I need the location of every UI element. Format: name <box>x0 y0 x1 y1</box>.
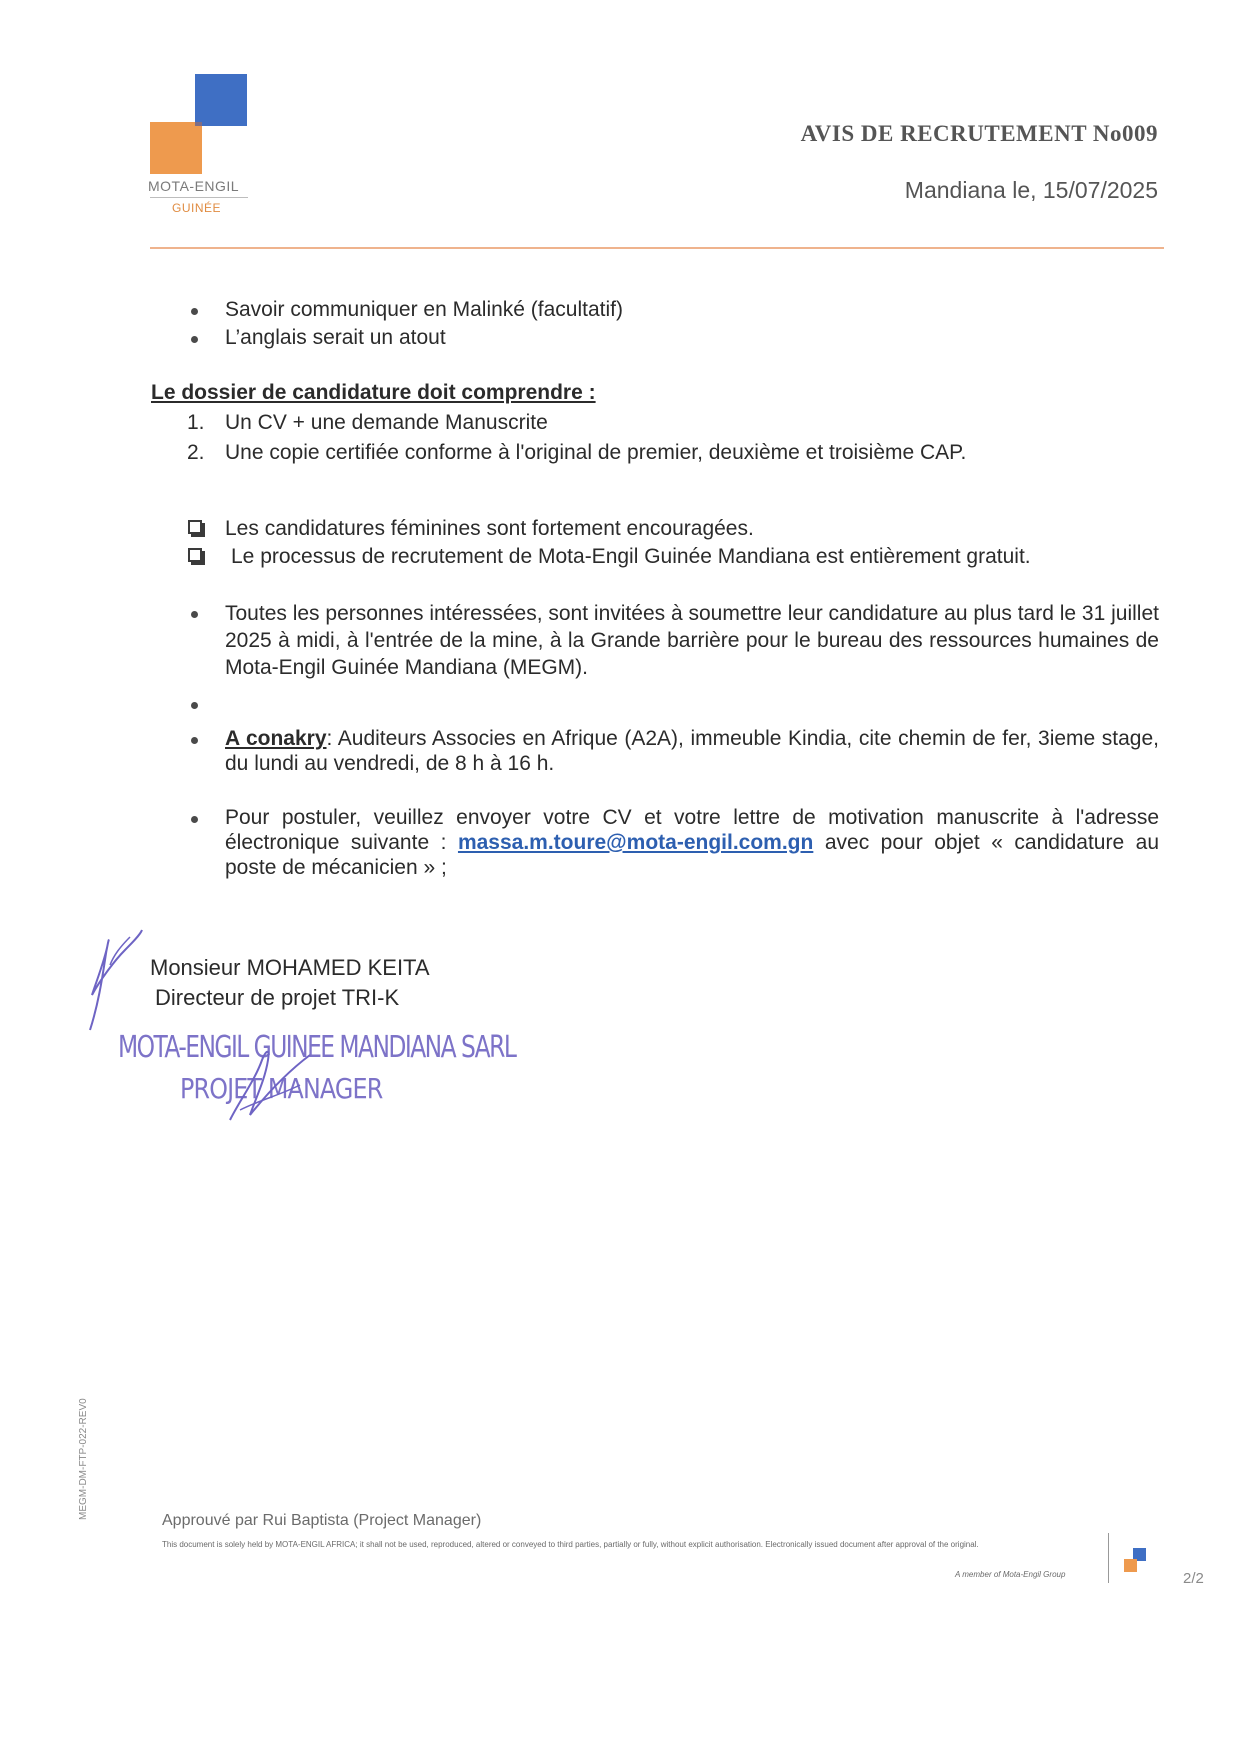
note-item: Les candidatures féminines sont fortement encouragées. <box>225 517 754 540</box>
signatory-name: Monsieur MOHAMED KEITA <box>150 955 430 980</box>
footer-divider <box>1108 1533 1109 1583</box>
dossier-heading: Le dossier de candidature doit comprendre : <box>151 381 596 404</box>
company-logo <box>150 74 260 224</box>
header-divider <box>150 247 1164 249</box>
approval-note: Approuvé par Rui Baptista (Project Manager) <box>162 1512 482 1529</box>
email-paragraph <box>225 805 1159 880</box>
logo-rule <box>150 197 248 198</box>
conakry-paragraph <box>225 726 1159 776</box>
checkbox-icon <box>188 520 202 534</box>
logo-blue-square <box>195 74 247 126</box>
bullet-icon <box>191 737 198 744</box>
email-link[interactable]: massa.m.toure@mota-engil.com.gn <box>457 831 814 854</box>
bullet-icon <box>191 702 198 709</box>
disclaimer-text: This document is solely held by MOTA-ENGIL AFRICA; it shall not be used, reproduced, altered or conveyed to third parties, partially or fully, without explicit authorisation. Electronically issued document after approval of the original. <box>162 1540 979 1549</box>
logo-subtitle: GUINÉE <box>172 201 222 215</box>
logo-name: MOTA-ENGIL <box>148 178 240 194</box>
deadline-paragraph: Toutes les personnes intéressées, sont invitées à soumettre leur candidature au plus tard le 31 juillet 2025 à midi, à l'entrée de la mine, à la Grande barrière pour le bureau des ressources humaines de Mota-Engil Guinée Mandiana (MEGM). <box>225 602 1159 679</box>
bullet-icon <box>191 336 198 343</box>
stamp-line2: PROJET MANAGER <box>180 1072 383 1105</box>
footer-logo-orange <box>1124 1559 1137 1572</box>
bullet-icon <box>191 611 198 618</box>
skill-item: Savoir communiquer en Malinké (facultatif) <box>225 298 623 321</box>
conakry-label: A conakry <box>225 727 327 750</box>
bullet-icon <box>191 816 198 823</box>
logo-orange-square <box>150 122 202 174</box>
email-intro: Pour postuler, veuillez envoyer votre CV et votre lettre de motivation manuscrite à l'adresse électronique suivante : <box>225 806 1159 854</box>
stamp-signature-scribble <box>200 1040 400 1125</box>
conakry-text: : Auditeurs Associes en Afrique (A2A), immeuble Kindia, cite chemin de fer, 3ieme stage, du lundi au vendredi, de 8 h à 16 h. <box>225 727 1160 775</box>
checkbox-icon <box>188 548 202 562</box>
stamp-line1: MOTA-ENGIL GUINEE MANDIANA SARL <box>118 1030 516 1065</box>
skill-item: L’anglais serait un atout <box>225 326 446 349</box>
dossier-item: Une copie certifiée conforme à l'original de premier, deuxième et troisième CAP. <box>225 441 967 464</box>
bullet-icon <box>191 308 198 315</box>
signatory-role: Directeur de projet TRI-K <box>155 985 400 1010</box>
document-code: MEGM-DM-FTP-022-REV0 <box>78 1398 89 1520</box>
email-outro: avec pour objet « candidature au poste de mécanicien » ; <box>225 831 1160 879</box>
member-tagline: A member of Mota-Engil Group <box>955 1570 1066 1579</box>
dossier-item: Un CV + une demande Manuscrite <box>225 411 548 434</box>
document-title: AVIS DE RECRUTEMENT No009 <box>800 121 1158 146</box>
footer-logo <box>1124 1548 1154 1578</box>
page-number: 2/2 <box>1183 1570 1204 1587</box>
signature-scribble <box>80 925 150 1035</box>
note-item: Le processus de recrutement de Mota-Engil Guinée Mandiana est entièrement gratuit. <box>231 545 1031 568</box>
list-number: 2. <box>187 441 205 464</box>
list-number: 1. <box>187 411 205 434</box>
logo-overlap <box>195 122 202 126</box>
document-date: Mandiana le, 15/07/2025 <box>904 177 1158 203</box>
